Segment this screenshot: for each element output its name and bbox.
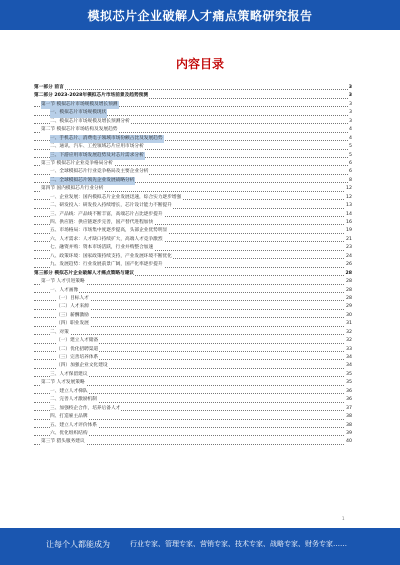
toc-entry-text: 二、模拟芯片市场规模及增长预测分析 [50, 118, 131, 126]
toc-entry-text: 三、人才保留建议 [50, 371, 89, 379]
toc-entry-page: 12 [345, 194, 352, 202]
toc-entry-page: 32 [345, 329, 352, 337]
toc-entry[interactable] [34, 329, 352, 337]
toc-entry[interactable] [34, 143, 352, 151]
toc-entry-page: 35 [345, 371, 352, 379]
toc-entry-text: 第三节 模拟芯片企业竞争格局分析 [41, 160, 114, 168]
toc-entry-page: 3 [348, 101, 352, 109]
toc-entry[interactable] [34, 405, 352, 413]
toc-entry[interactable] [34, 371, 352, 379]
toc-entry-text: 七、融资并购：资本市场活跃，行业并购整合加速 [50, 244, 154, 252]
toc-entry-text: 一、全球模拟芯片行业竞争格局及主要企业分析 [50, 168, 149, 176]
toc-entry-text: 第三节 猎头服务建议 [41, 438, 86, 446]
toc-entry-text: 三、产品线：产品线不断丰富，高端芯片占比逐步提升 [50, 211, 164, 219]
toc-entry-text: （二）人才来源 [56, 303, 90, 311]
toc-entry-page: 38 [345, 422, 352, 430]
toc-entry-text: （四）加强企业文化建设 [56, 362, 109, 370]
toc-entry-text: 二、完善人才激励机制 [50, 396, 98, 404]
toc-entry-page: 38 [345, 413, 352, 421]
toc-leader-dots [34, 334, 352, 335]
toc-entry-text: 六、优化组织结构 [50, 430, 89, 438]
footer-slogan: 让每个人都能成为 [46, 540, 110, 549]
toc-entry-page: 21 [345, 236, 352, 244]
toc-entry[interactable] [34, 244, 352, 252]
toc-entry[interactable] [34, 413, 352, 421]
toc-entry[interactable] [34, 152, 352, 160]
toc-entry-page: 23 [345, 244, 352, 252]
toc-entry-text: 五、建立人才评价体系 [50, 422, 98, 430]
toc-entry-page: 35 [345, 379, 352, 387]
toc-entry-text: 一、手机芯片、消费电子领域市场份额占比及发展趋势 [50, 135, 164, 143]
toc-entry[interactable] [34, 320, 352, 328]
toc-entry-page: 6 [348, 168, 352, 176]
header-bar [0, 0, 400, 30]
toc-entry-text: （四）职业发展 [56, 320, 90, 328]
toc-entry[interactable] [34, 337, 352, 345]
toc-entry-text: 第一部分 前言 [34, 84, 65, 92]
toc-entry-text: （一）目标人才 [56, 295, 90, 303]
toc-entry-text: 第一节 模拟芯片市场规模及增长预测 [41, 101, 119, 109]
toc-entry-page: 32 [345, 337, 352, 345]
toc-entry[interactable] [34, 126, 352, 134]
footer-bar [0, 528, 400, 565]
toc-entry-text: （三）薪酬激励 [56, 312, 90, 320]
toc-entry-page: 3 [348, 109, 352, 117]
toc-entry[interactable] [34, 84, 352, 92]
toc-entry-page: 8 [348, 177, 352, 185]
toc-entry[interactable] [34, 185, 352, 193]
toc-entry[interactable] [34, 422, 352, 430]
toc-entry-text: 一、建立人才梯队 [50, 388, 89, 396]
toc-entry[interactable] [34, 354, 352, 362]
toc-entry-page: 28 [345, 295, 352, 303]
toc-entry-page: 4 [348, 126, 352, 134]
toc-entry-text: 第四节 国内模拟芯片行业分析 [41, 185, 104, 193]
toc-entry-text: 二、对策 [50, 329, 70, 337]
page-number: 1 [342, 516, 345, 521]
toc-entry-text: 第二节 模拟芯片市场结构及发展趋势 [41, 126, 119, 134]
toc-entry[interactable] [34, 92, 352, 100]
toc-entry-page: 3 [348, 84, 352, 92]
toc-entry-page: 6 [348, 160, 352, 168]
toc-entry[interactable] [34, 177, 352, 185]
toc-entry-text: 五、市场格局：市场集中度逐步提高，头部企业优势明显 [50, 227, 168, 235]
toc-entry-page: 29 [345, 303, 352, 311]
toc-entry-page: 28 [345, 287, 352, 295]
toc-entry[interactable] [34, 261, 352, 269]
toc-entry-text: 四、供应链：供应链逐步完善，国产替代进程加快 [50, 219, 154, 227]
toc-entry-page: 12 [345, 185, 352, 193]
toc-entry-text: 四、打造雇主品牌 [50, 413, 89, 421]
toc-entry[interactable] [34, 211, 352, 219]
table-of-contents [34, 84, 352, 447]
toc-entry[interactable] [34, 253, 352, 261]
toc-entry-page: 31 [345, 320, 352, 328]
toc-entry-page: 37 [345, 405, 352, 413]
toc-entry[interactable] [34, 430, 352, 438]
toc-entry-page: 34 [345, 362, 352, 370]
toc-entry-text: 一、人才画像 [50, 287, 79, 295]
toc-entry-page: 14 [345, 211, 352, 219]
toc-entry[interactable] [34, 287, 352, 295]
toc-entry-text: 八、政策环境：国家政策持续支持，产业发展环境不断优化 [50, 253, 173, 261]
toc-entry[interactable] [34, 168, 352, 176]
toc-entry[interactable] [34, 438, 352, 446]
toc-entry[interactable] [34, 278, 352, 286]
toc-entry-page: 36 [345, 396, 352, 404]
toc-entry[interactable] [34, 396, 352, 404]
toc-entry-text: （三）完善培养体系 [56, 354, 99, 362]
toc-entry-page: 4 [348, 135, 352, 143]
toc-title: 内容目录 [175, 57, 224, 71]
footer-roles: 行业专家、管理专家、营销专家、技术专家、战略专家、财务专家…… [130, 540, 347, 548]
toc-entry[interactable] [34, 219, 352, 227]
toc-entry-page: 16 [345, 219, 352, 227]
toc-entry-page: 19 [345, 227, 352, 235]
toc-entry[interactable] [34, 362, 352, 370]
toc-entry[interactable] [34, 135, 352, 143]
toc-entry-page: 3 [348, 118, 352, 126]
report-title: 模拟芯片企业破解人才痛点策略研究报告 [87, 9, 313, 23]
toc-entry-text: 二、全球模拟芯片领先企业发展战略分析 [50, 177, 135, 185]
toc-entry-text: 第三部分 模拟芯片企业破解人才痛点策略与建议 [34, 270, 135, 278]
toc-entry-text: 一、企业发展：国内模拟芯片企业发展迅速，综合实力逐步增强 [50, 194, 182, 202]
toc-entry[interactable] [34, 194, 352, 202]
toc-entry[interactable] [34, 202, 352, 210]
toc-entry-text: （二）优化招聘渠道 [56, 346, 99, 354]
toc-entry-text: 二、研发投入：研发投入持续增长，芯片设计能力不断提升 [50, 202, 173, 210]
toc-entry-text: 第二节 人才发展策略 [41, 379, 86, 387]
toc-entry-text: 第二部分 2023-2028年模拟芯片市场前景及趋势预测 [34, 92, 149, 100]
toc-entry[interactable] [34, 160, 352, 168]
toc-entry-page: 5 [348, 152, 352, 160]
toc-entry[interactable] [34, 346, 352, 354]
toc-entry[interactable] [34, 101, 352, 109]
toc-entry[interactable] [34, 109, 352, 117]
toc-entry-text: 六、人才需求：人才缺口持续扩大，高端人才竞争激烈 [50, 236, 164, 244]
toc-entry-page: 30 [345, 312, 352, 320]
toc-entry-page: 28 [344, 270, 352, 278]
toc-entry[interactable] [34, 118, 352, 126]
toc-entry-page: 33 [345, 346, 352, 354]
toc-entry-page: 26 [345, 261, 352, 269]
toc-entry-text: 第一节 人才引进策略 [41, 278, 86, 286]
toc-entry[interactable] [34, 295, 352, 303]
toc-entry-text: 一、模拟芯片市场规模现状 [50, 109, 107, 117]
toc-entry-page: 39 [345, 430, 352, 438]
toc-entry-page: 3 [348, 92, 352, 100]
toc-entry[interactable] [34, 270, 352, 278]
toc-entry[interactable] [34, 236, 352, 244]
toc-entry-page: 40 [345, 438, 352, 446]
toc-entry-text: （一）建立人才储备 [56, 337, 99, 345]
toc-entry-text: 二、通讯、汽车、工控领域芯片应用市场分析 [50, 143, 145, 151]
toc-entry-page: 28 [345, 278, 352, 286]
toc-leader-dots [34, 292, 352, 293]
toc-entry-text: 三、加强校企合作，培养后备人才 [50, 405, 121, 413]
toc-entry[interactable] [34, 388, 352, 396]
toc-entry-text: 三、下游应用市场发展趋势及对芯片需求分析 [50, 152, 145, 160]
toc-entry[interactable] [34, 227, 352, 235]
toc-entry[interactable] [34, 303, 352, 311]
toc-entry-page: 5 [348, 143, 352, 151]
toc-entry-text: 九、发展趋势：行业发展前景广阔，国产化率逐步提升 [50, 261, 164, 269]
toc-entry[interactable] [34, 312, 352, 320]
toc-leader-dots [34, 89, 352, 90]
toc-entry-page: 13 [345, 202, 352, 210]
toc-entry-page: 34 [345, 354, 352, 362]
toc-entry-page: 24 [345, 253, 352, 261]
toc-entry-page: 36 [345, 388, 352, 396]
toc-entry[interactable] [34, 379, 352, 387]
